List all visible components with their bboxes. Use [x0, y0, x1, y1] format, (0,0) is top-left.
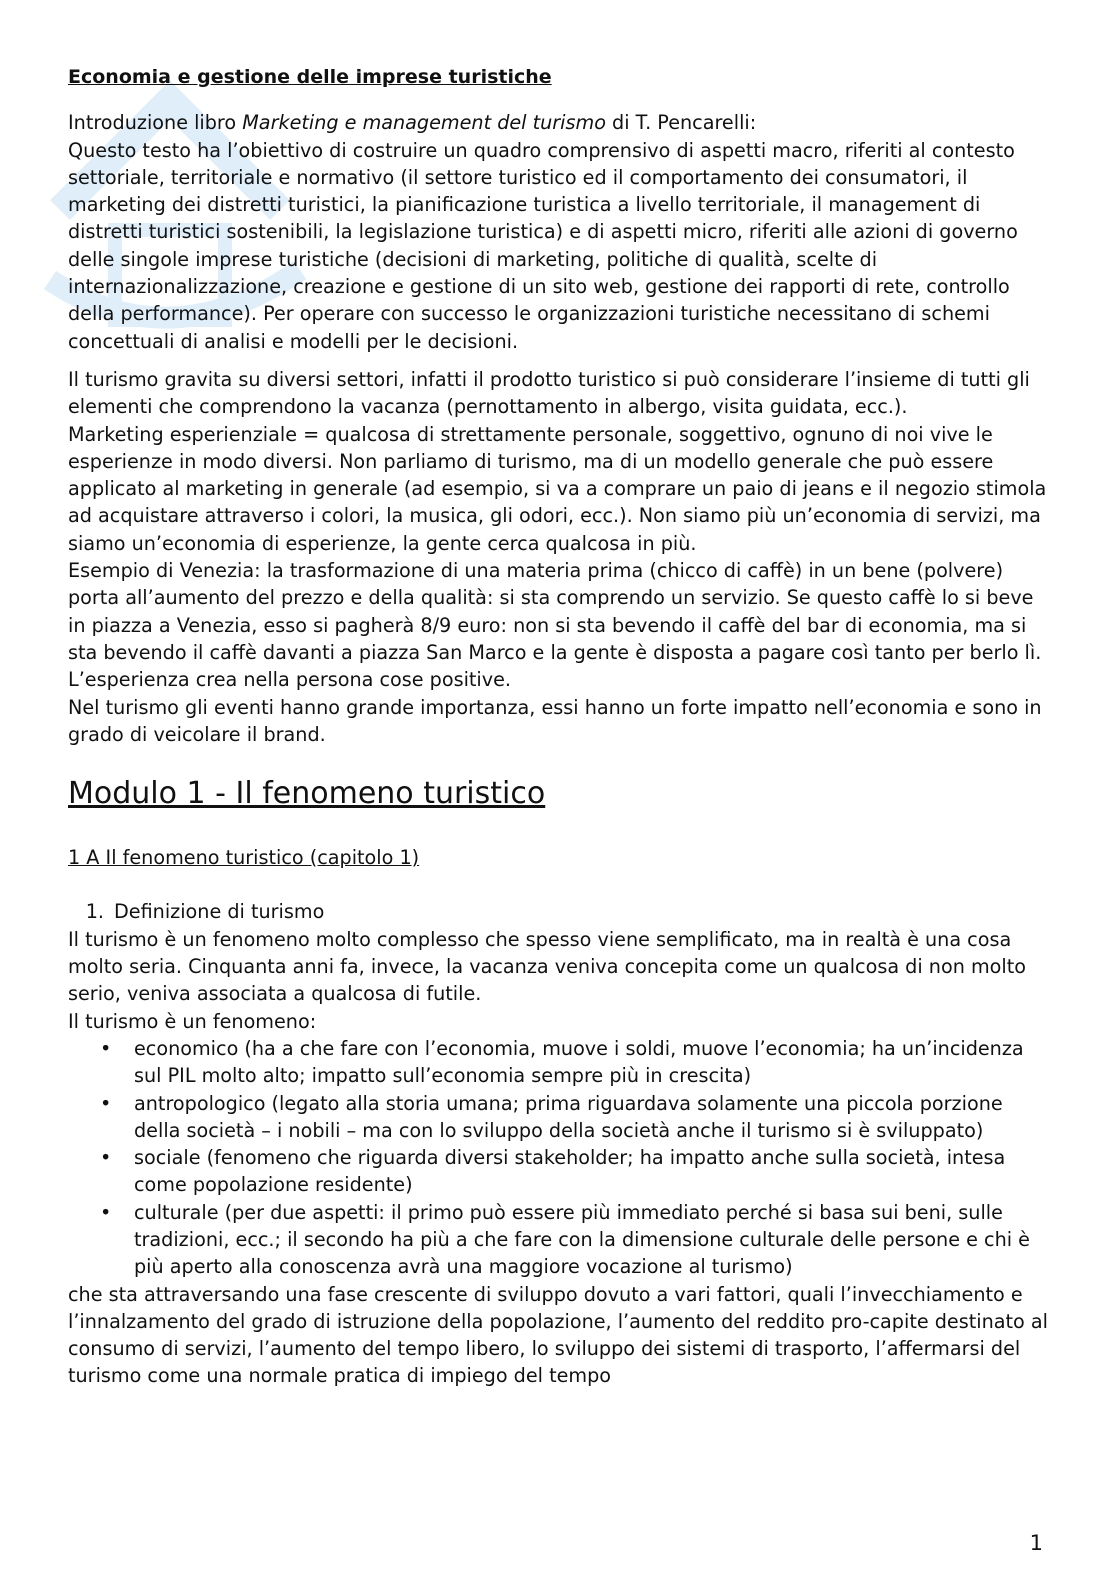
- module-paragraph-1: Il turismo è un fenomeno molto complesso che spesso viene semplificato, ma in realtà è una cosa molto seria. Cinquanta anni fa, invece, la vacanza veniva concepita come un qualcosa di non molto serio, veniva associata a qualcosa di futile.: [68, 927, 1026, 1006]
- document-title: Economia e gestione delle imprese turistiche: [68, 66, 552, 88]
- bullet-icon: •: [100, 1200, 112, 1224]
- intro-lead-after: di T. Pencarelli:: [605, 111, 757, 135]
- module-paragraph-3: che sta attraversando una fase crescente di sviluppo dovuto a vari fattori, quali l’invecchiamento e l’innalzamento del grado di istruzione della popolazione, l’aumento del reddito pro-capite destinato al consumo di servizi, l’aumento del tempo libero, lo sviluppo dei sistemi di trasporto, l’affermarsi del turismo come una normale pratica di impiego del tempo: [68, 1282, 1048, 1388]
- list-item-text: antropologico (legato alla storia umana; prima riguardava solamente una piccola porzione della società – i nobili – ma con lo sviluppo della società anche il turismo si è sviluppato): [134, 1091, 1003, 1142]
- heading-number: 1.: [85, 900, 104, 924]
- book-title: Marketing e management del turismo: [242, 111, 606, 135]
- intro-paragraph-4: Esempio di Venezia: la trasformazione di una materia prima (chicco di caffè) in un bene (polvere) porta all’aumento del prezzo e della qualità: si sta comprendo un servizio. Se questo caffè lo si beve in piazza a Venezia, esso si pagherà 8/9 euro: non si sta bevendo il caffè del bar di economia, ma si sta bevendo il caffè davanti a piazza San Marco e la gente è disposta a pagare così tanto per berlo lì. L’esperienza crea nella persona cose positive.: [68, 559, 1042, 692]
- list-item: [68, 1035, 1048, 1090]
- intro-lead-before: Introduzione libro: [68, 111, 243, 135]
- bullet-list: [68, 1035, 1048, 1281]
- bullet-icon: •: [100, 1091, 112, 1115]
- list-item-text: sociale (fenomeno che riguarda diversi stakeholder; ha impatto anche sulla società, intesa come popolazione residente): [134, 1146, 1006, 1197]
- document-body: [68, 64, 1048, 1390]
- list-item: [68, 1090, 1048, 1145]
- intro-paragraph-1: Questo testo ha l’obiettivo di costruire un quadro comprensivo di aspetti macro, riferiti al contesto settoriale, territoriale e normativo (il settore turistico ed il comportamento dei consumatori, il marketing dei distretti turistici, la pianificazione turistica a livello territoriale, il management di distretti turistici sostenibili, la legislazione turistica) e di aspetti micro, riferiti alle azioni di governo delle singole imprese turistiche (decisioni di marketing, politiche di qualità, scelte di internazionalizzazione, creazione e gestione di un sito web, gestione dei rapporti di rete, controllo della performance). Per operare con successo le organizzazioni turistiche necessitano di schemi concettuali di analisi e modelli per le decisioni.: [68, 138, 1018, 353]
- intro-lead: [68, 109, 1048, 136]
- list-item: [68, 1199, 1048, 1281]
- bullet-icon: •: [100, 1036, 112, 1060]
- module-paragraph-2: Il turismo è un fenomeno:: [68, 1009, 317, 1033]
- module-title: Modulo 1 - Il fenomeno turistico: [68, 776, 546, 812]
- page-number: 1: [1029, 1531, 1043, 1555]
- list-item-text: culturale (per due aspetti: il primo può essere più immediato perché si basa sui beni, sulle tradizioni, ecc.; il secondo ha più a che fare con la dimensione culturale delle persone e chi è più aperto alla conoscenza avrà una maggiore vocazione al turismo): [134, 1200, 1030, 1279]
- list-item: [68, 1144, 1048, 1199]
- list-item-text: economico (ha a che fare con l’economia, muove i soldi, muove l’economia; ha un’incidenza sul PIL molto alto; impatto sull’economia sempre più in crescita): [134, 1036, 1024, 1088]
- numbered-heading: [68, 898, 1048, 925]
- intro-paragraph-5: Nel turismo gli eventi hanno grande importanza, essi hanno un forte impatto nell’economia e sono in grado di veicolare il brand.: [68, 695, 1042, 746]
- intro-paragraph-2: Il turismo gravita su diversi settori, infatti il prodotto turistico si può considerare l’insieme di tutti gli elementi che comprendono la vacanza (pernottamento in albergo, visita guidata, ecc.).: [68, 367, 1030, 419]
- subsection-title: 1 A Il fenomeno turistico (capitolo 1): [68, 846, 420, 870]
- heading-text: Definizione di turismo: [114, 900, 325, 924]
- intro-paragraph-3: Marketing esperienziale = qualcosa di strettamente personale, soggettivo, ognuno di noi vive le esperienze in modo diversi. Non parliamo di turismo, ma di un modello generale che può essere applicato al marketing in generale (ad esempio, si va a comprare un paio di jeans e il negozio stimola ad acquistare attraverso i colori, la musica, gli odori, ecc.). Non siamo più un’economia di servizi, ma siamo un’economia di esperienze, la gente cerca qualcosa in più.: [68, 422, 1047, 555]
- bullet-icon: •: [100, 1146, 112, 1170]
